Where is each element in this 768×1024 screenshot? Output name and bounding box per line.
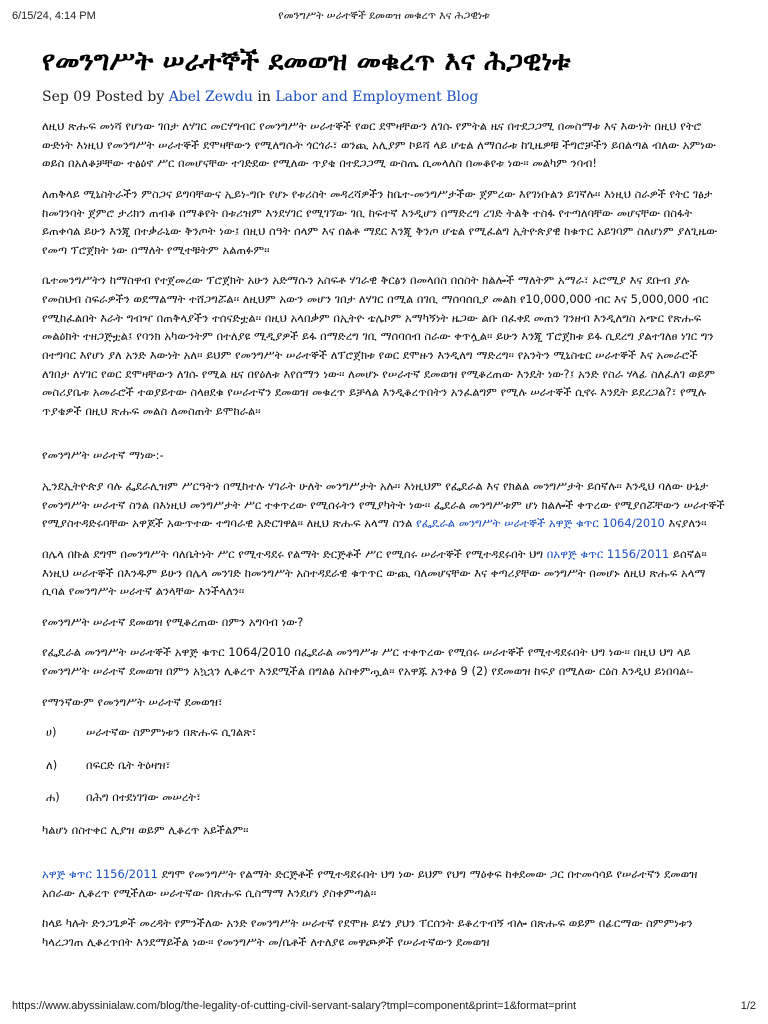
page-number: 1/2 <box>740 1000 756 1012</box>
print-header <box>12 10 756 26</box>
paragraph-project: ቤተመንግሥትን ከማስዋብ የተጀመረው ፕሮጀክት አሁን አድማሱን አስፍቶ ሃገራዊ ቅርፅን በመላበስ በሰስት ክልሎች ማለትም አማራ፣ ኦሮሚያ እና ደቡብ ያሉ የመስህብ ስፍራዎችን ወደማልማት ተሸጋግሯል፡፡ ለዚህም አውን መሆን ገበታ ለሃገር በሚል በገቢ ማሰባሰቢያ መልክ የ10,000,000 ብር እና 5,000,000 ብር የሚከፈልበት እራት ግብዣ በጠቅላያችን ተሰናድቷል፡፡ በዚህ አላበቃም በኢትዮ ቴሌኮም አማካኝነት ዜጋው ልቡ በፈቀደ መጠን ገንዘብ እንዲለግስ አጭር የጽሑፍ መልዕክት ተዘጋጅቷል፤ የባንክ አካውንትም በተለያዩ ሚዲያዎች ይፋ በማድረግ ገቢ ማሰባሰብ ስራው ቀጥሏል፡፡ ይሁን እንጂ ፕሮጀክቱ ይፋ ሲደረግ ያልተገለፀ ነገር ግን በተግባር እየሆነ ያለ አንድ እውነት አለ፡፡ ይህም የመንግሥት ሠራተኞች ለፕሮጀክቱ የወር ደሞዙን እንዲለግ ማድረግ፡፡ የአንትን ሚኒስቴር ሠራተኞች እና አመራሮች ለገበታ ለሃገር የወር ደሞዛቸውን ለገሱ የሚል ዜና በየዕለቱ እየሰማን ነው፡፡ ለመሆኑ የሠራተኛ ደመወዝ የሚቆረጠው እንዴት ነው?፤ አንድ የስራ ሃላፊ ስለፈለገ ወይም መስሪያቤቱ አመራሮች ተወያይተው ስላፀደቁ የሠራተኛን ደመወዝ መቁረጥ ይቻላል እንዲቆረጥበትን አንፈልግም የሚሉ ሠራተኞች ሲኖሩ እንዴት ይደረጋል?፣ የሚሉ ጥያቄዎች በዚህ ጽሑፍ መልስ ለመስጠት ይሞከራል፡፡ <box>42 273 716 418</box>
posted-by-label: Posted by <box>95 89 165 106</box>
paragraph-conclusion: ከላይ ካሉት ድንጋጌዎች መረዳት የምንችለው አንድ የመንግሥት ሠራተኛ የደሞዙ ይሄን ያህን ፐርሰንት ይቆረጥብኝ ብሎ በጽሑፍ ወይም በፊርማው ስምምነቱን ካላረጋገጠ ሊቆረጥበት እንደማይችል ነው፡፡ የመንግሥት መ/ቤቶች ለተለያዩ መዋጮዎች የሠራተኛውን ደመወዝ <box>42 916 693 950</box>
print-url: https://www.abyssinialaw.com/blog/the-legality-of-cutting-civil-servant-salary?tmpl=component&print=1&format=print <box>12 1000 576 1012</box>
enterprises-text: በሌላ በኩል ደግሞ በመንግሥት ባለቤትነት ሥር የሚተዳደሩ የልማት ድርጅቶች ሥር የሚሰሩ ሠራተኞች የሚተዳደሩበት ህግ <box>42 546 544 561</box>
list-text: በሕግ በተደነገገው መሠረት፣ <box>86 790 201 805</box>
in-label: in <box>257 89 271 106</box>
print-page-title: የመንግሥት ሠራተኞች ደመወዝ መቁረጥ እና ሕጋዊነቱ <box>278 10 490 22</box>
post-date: Sep 09 <box>42 89 92 106</box>
print-datetime: 6/15/24, 4:14 PM <box>12 10 96 22</box>
paragraph-enterprises <box>42 545 726 601</box>
proclamation-1156-link[interactable]: በአዋጅ ቁጥር 1156/2011 <box>546 546 670 561</box>
list-item <box>42 756 726 774</box>
proclamation-1156-text: ደግሞ የመንግሥት የልማት ድርጅቶች የሚተዳደሩበት ህግ ነው ይህም የህግ ማዕቀፍ ከቀደመው ጋር በተመሳሳይ የሠራተኛን ደመወዝ አሰራው ሊቆረጥ የሚችለው ሠራተኛው በጽሑፍ ሲስማማ እንደሆነ ያስቀምጣል፡፡ <box>42 867 698 900</box>
list-marker: ለ) <box>46 757 58 772</box>
list-text: ሠራተኛው ስምምነቱን በጽሑፍ ሲገልጽ፣ <box>86 725 257 740</box>
article-content <box>42 40 726 990</box>
federalism-tail: እናያለን፡፡ <box>668 516 707 531</box>
article-title: የመንግሥት ሠራተኞች ደመወዝ መቁረጥ እና ሕጋዊነቱ <box>42 46 571 77</box>
list-text: በፍርድ ቤት ትዕዛዝ፣ <box>86 757 171 772</box>
paragraph-article-9: የፌዴራል መንግሥት ሠራተኞች አዋጅ ቁጥር 1064/2010 በፌደራል መንግሥቱ ሥር ተቀጥረው የሚሰሩ ሠራተኞች የሚተዳደሩበት ህግ ነው፡፡ በዚህ ህግ ላይ የመንግሥት ሠራተኛ ደመወዝ በምን አኳኋን ሊቆረጥ እንደሚችል በግልፅ አስቀምጧል፡፡ የአዋጁ አንቀፅ 9 (2) የደመወዝ ከፍያ በሚለው ርዕስ እንዲህ ይነበባል፡- <box>42 645 694 679</box>
category-link[interactable]: Labor and Employment Blog <box>275 89 479 106</box>
proclamation-1064-link[interactable]: የፌዴራል መንግሥት ሠራተኞች አዋጅ ቁጥር 1064/2010 <box>416 516 665 531</box>
paragraph-any-employee-salary: የማንኛውም የመንግሥት ሠራተኛ ደመወዝ፣ <box>42 694 223 709</box>
paragraph-intro: ለዚህ ጽሑፍ መነሻ የሆነው ገበታ ለሃገር መርሃግብር የመንግሥት ሠራተኞች የወር ደሞዛቸውን ለገሱ የምትል ዜና በተደጋጋሚ በመስማቱ እና እውነት በዚህ የትሮ ውድነት እነዚህ የመንግሥት ሠራተኞች ደሞዛቸውን የሚለግሱት ጎርጎራ፣ ወንጪ አሊያም ኮይሻ ላይ ሆቴል ለማሰራቱ ከጊዜዎቹ ችግሮቻችን ይበልጣል ብለው አምነው ወይስ በአለቆቻቸው ተፅዕኖ ሥር በመሆናቸው ተገድደው የሚለው ጥያቄ በተደጋጋሚ ውስጤ ሲመላለስ በመቆየቱ ነው፡፡ መልካም ንባብ! <box>42 119 716 171</box>
list-marker: ሀ) <box>46 725 57 740</box>
proclamation-1156-link-2[interactable]: አዋጅ ቁጥር 1156/2011 <box>42 867 158 882</box>
paragraph-unless: ካልሆነ በስተቀር ሊያዝ ወይም ሊቆረጥ አይችልም፡፡ <box>42 822 249 837</box>
article-meta <box>42 89 726 105</box>
author-link[interactable]: Abel Zewdu <box>168 89 253 106</box>
print-footer <box>12 1000 756 1016</box>
paragraph-proclamation-1156 <box>42 865 726 902</box>
list-item <box>42 723 726 741</box>
federalism-text: ኢንደኢትዮጵያ ባሉ ፌደራሊዝም ሥርዓትን በሚከተሉ ሃገራት ሁለት መንግሥታት አሉ፡፡ እነዚህም የፌደራል እና የክልል መንግሥታት ይሰኛሉ፡፡ እንዲህ ባለው ሁኔታ የመንግሥት ሠራተኛ ስንል በእነዚህ መንግሥታት ሥር ተቀጥረው የሚሰሩትን የሚያካትት ነው፡፡ ፌደራል መንግሥቱም ሆነ ክልሎች ቀጥረው የሚያሰሯቸውን ሠራተኞች የሚያስተዳድሩባቸው አዋጆች አውጥተው ተግባራዊ አድርገዋል፡፡ ለዚህ ጽሑፍ አላማ ስንል <box>42 479 725 531</box>
paragraph-tourism: ለጠቅላይ ሚኒስትራችን ምስጋና ይግባቸውና ኢይነ-ግቡ የሆኑ የቱሪስት መዳረሻዎችን ከቤተ-መንግሥታችው ጀምረው እየገነቡልን ይገኛሉ፡፡ እነዚህ ስራዎች የትር ገፅታ ከመገንባት ጀምሮ ታሪክን ጠብቆ በማቆየት በቱሪዝም እንደሃገር የሚገኘው ገቢ ከፍተኛ እንዲሆን በማድረግ ረገድ ትልቅ ተስፋ የተጣለባቸው መሆናቸው በስፋት ይጠቀሳል ይሁን እንጂ በተቃራኒው ቅንጦት ነው፤ በዚህ ሰዓት ሰላም እና በልቶ ማደር እንጂ ቅንጦ ሆቴል የሚፈልግ ኢትዮጵያዊ ከቁጥር አይገባም ስለሆነም ያለጊዜው የመጣ ፕሮጀክት ነው በማለት የሚተቹትም አልጠፉም፡፡ <box>42 186 718 257</box>
list-item <box>42 788 726 806</box>
section-question-salary-cut: የመንግሥት ሠራተኛ ደመወዝ የሚቆረጠው በምን አግባብ ነው? <box>42 614 304 629</box>
paragraph-federalism <box>42 477 726 533</box>
enterprises-tail: ይሰኛል፡፡ እነዚህ ሠራተኞች በእንዱም ይሁን በሌላ መንገድ ከመንግሥት አስተዳደራዊ ቁጥጥር ውጪ ባለመሆናቸው እና ቀጣሪያቸው መንግሥት በመሆኑ ለዚህ ጽሑፍ አላማ ሲባል የመንግሥት ሠራተኛ ልንላቸው እንችላለን፡፡ <box>42 546 707 599</box>
list-marker: ሐ) <box>46 790 60 805</box>
section-heading-civil-servant: የመንግሥት ሠራተኛ ማነው:- <box>42 448 164 463</box>
